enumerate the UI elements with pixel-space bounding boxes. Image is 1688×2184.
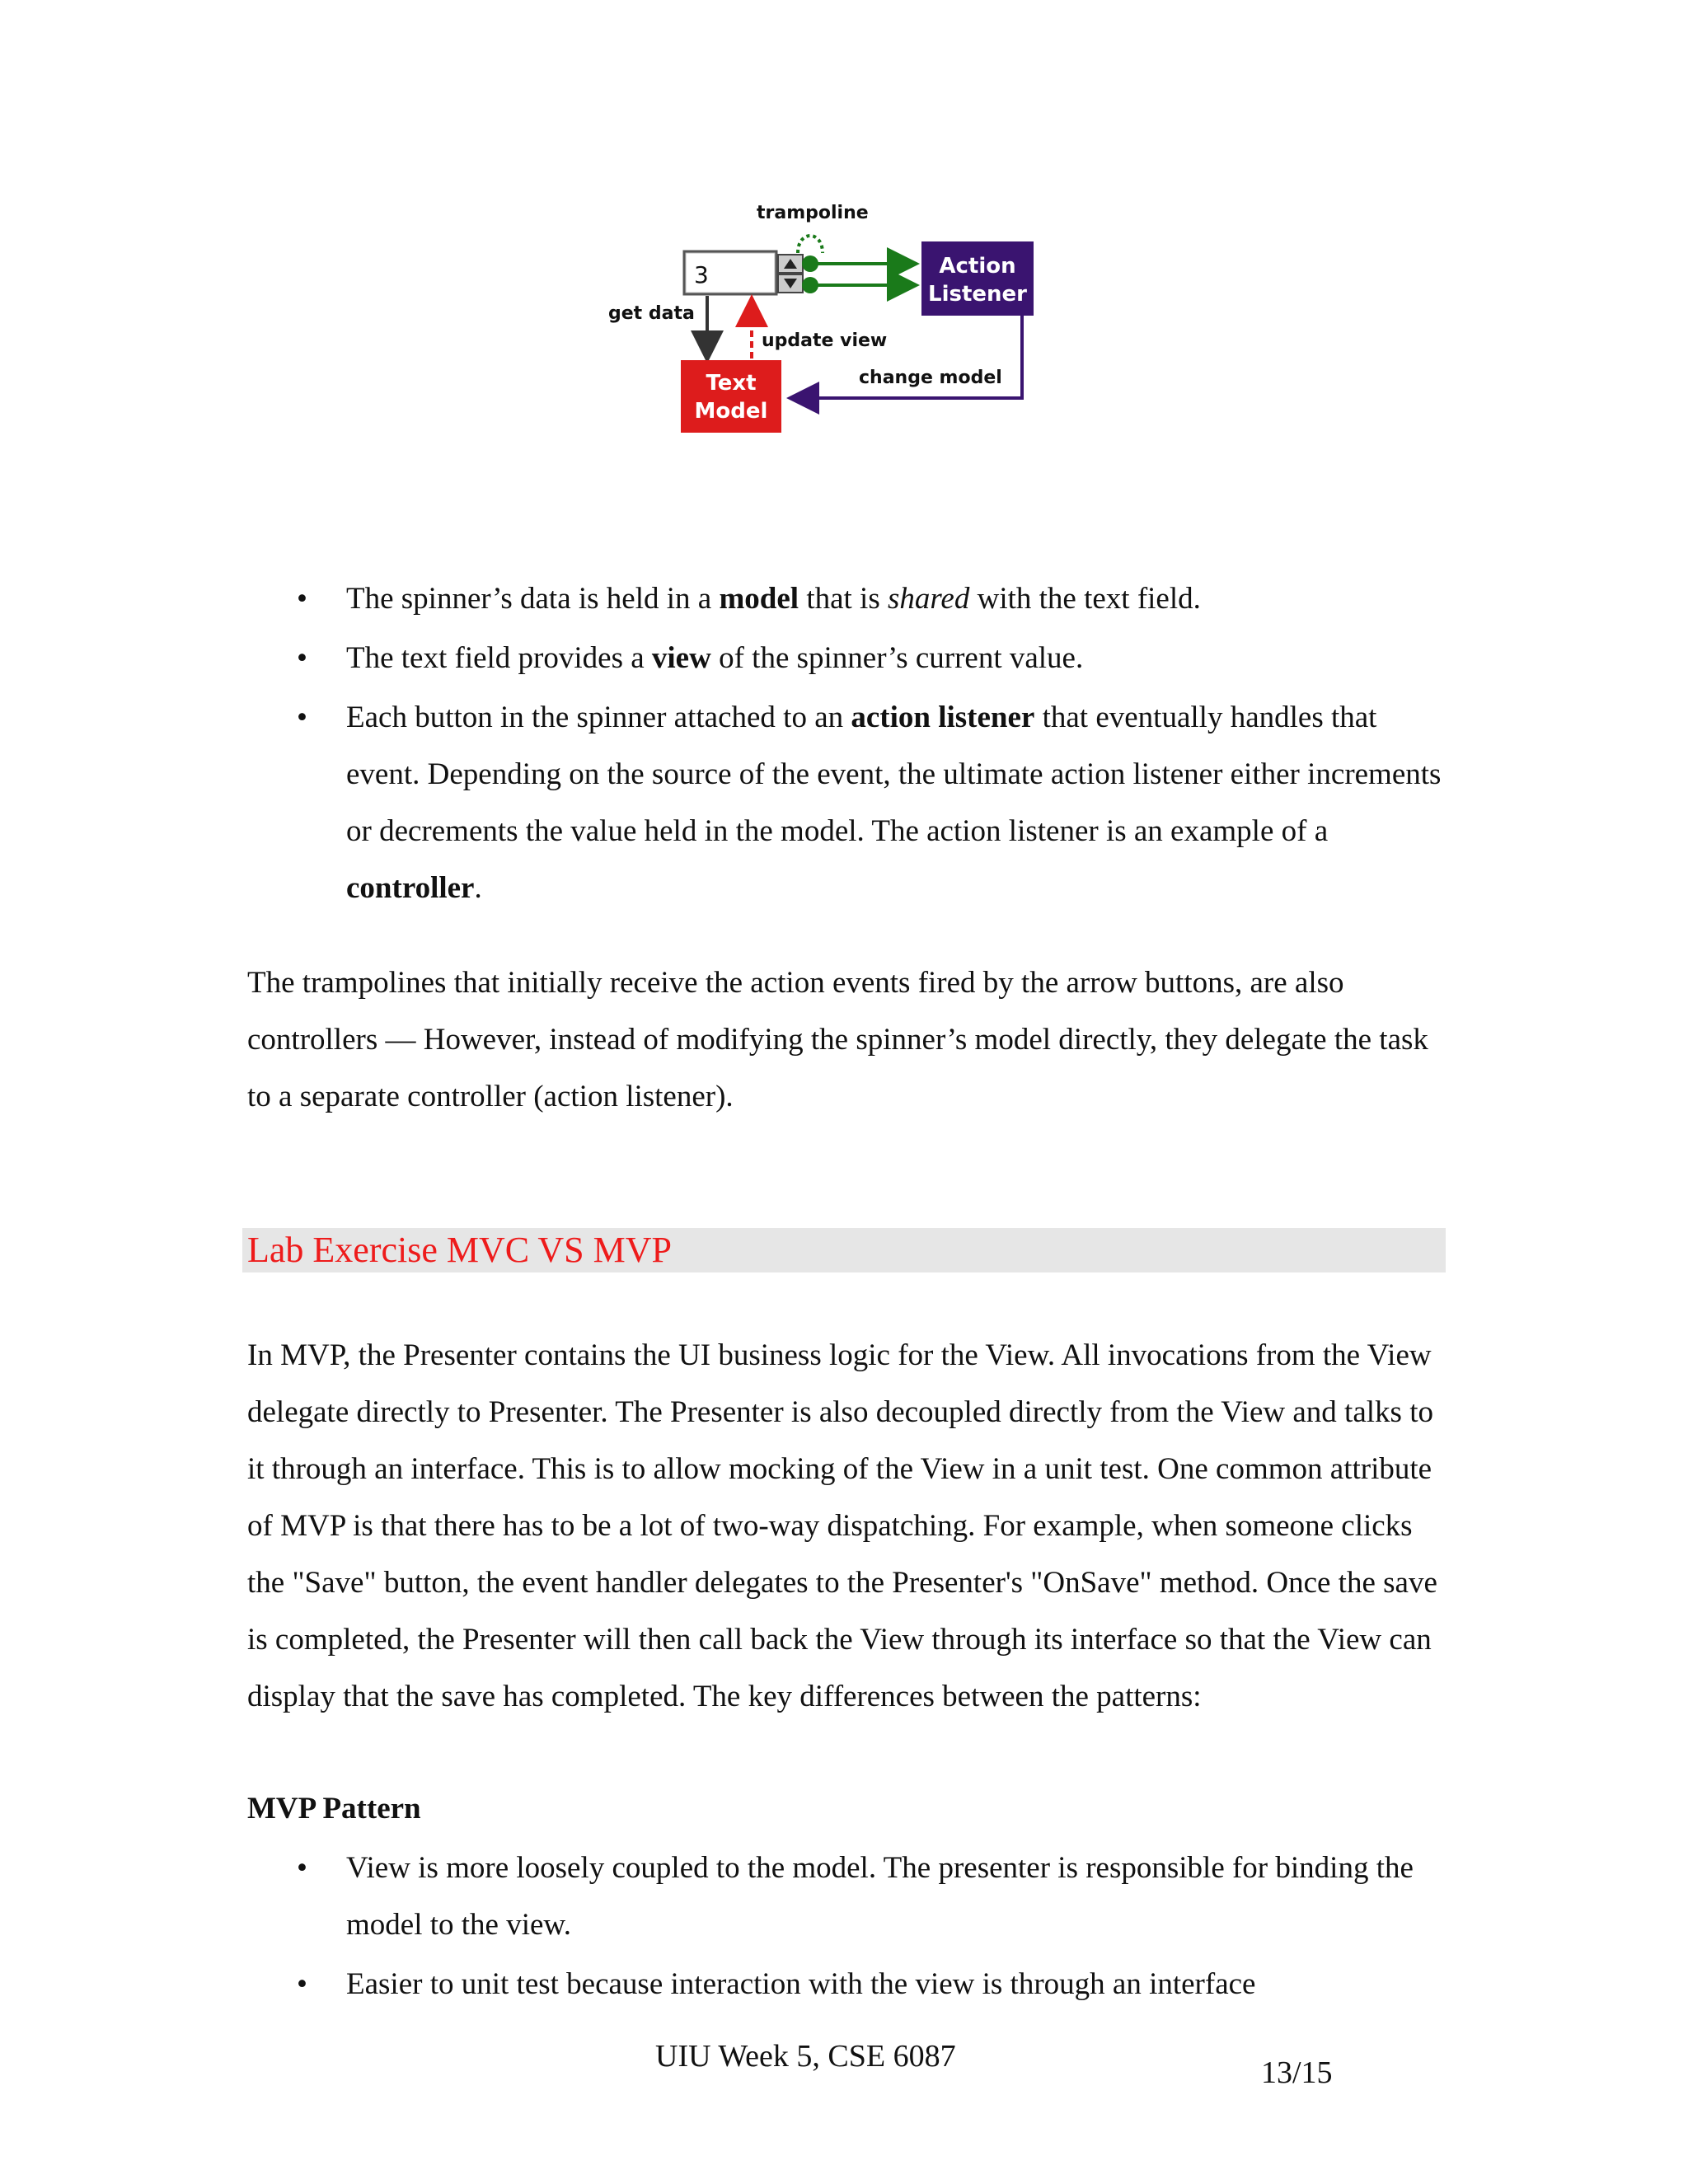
trampoline-dot-down [802, 277, 818, 293]
trampoline-paragraph: The trampolines that initially receive the action events fired by the arrow buttons, are also controllers — However, instead of modifying the spinner’s model directly, they delegate the task to a separate controller (action listener). [247, 966, 1428, 1113]
text-model-line1: Text [706, 371, 757, 396]
mvc-spinner-diagram [602, 194, 1088, 441]
page-number: 13/15 [1261, 2055, 1333, 2090]
list-item: • View is more loosely coupled to the model. The presenter is responsible for binding the model to the view. [247, 1840, 1451, 1953]
list-item: • The text field provides a view of the spinner’s current value. [247, 630, 1451, 687]
footer-course: UIU Week 5, CSE 6087 [655, 2039, 956, 2074]
mvp-pattern-title: MVP Pattern [247, 1792, 421, 1825]
list-item: • The spinner’s data is held in a model that is shared with the text field. [247, 570, 1451, 627]
action-listener-line1: Action [939, 254, 1016, 279]
trampoline-dot-up [802, 255, 818, 272]
bullet-dot: • [297, 582, 307, 616]
spinner-bullet-list [247, 570, 1451, 919]
bullet-dot: • [297, 1967, 307, 2001]
get-data-label: get data [608, 303, 695, 324]
bullet-dot: • [297, 701, 307, 734]
list-item: • Each button in the spinner attached to an action listener that eventually handles that event. Depending on the source of the event, the ultimate action listener either increments or decrements the value held in the model. The action listener is an example of a controller. [247, 689, 1451, 916]
spinner-value: 3 [694, 261, 709, 288]
action-listener-line2: Listener [928, 282, 1027, 307]
mvp-bullet-list [247, 1840, 1451, 2015]
bullet-dot: • [297, 641, 307, 675]
section-heading-text: Lab Exercise MVC VS MVP [247, 1230, 672, 1270]
trampoline-arc [798, 236, 823, 253]
trampoline-label: trampoline [757, 203, 869, 223]
mvp-paragraph: In MVP, the Presenter contains the UI business logic for the View. All invocations from the View delegate directly to Presenter. The Presenter is also decoupled directly from the View and talks to it through an interface. This is to allow mocking of the View in a unit test. One common attribute of MVP is that there has to be a lot of two-way dispatching. For example, when someone clicks the "Save" button, the event handler delegates to the Presenter's "OnSave" method. Once the save is completed, the Presenter will then call back the View through its interface so that the View can display that the save has completed. The key differences between the patterns: [247, 1338, 1437, 1713]
change-model-label: change model [859, 368, 1002, 388]
bullet-dot: • [297, 1851, 307, 1885]
update-view-label: update view [762, 330, 888, 351]
list-item: • Easier to unit test because interaction with the view is through an interface [247, 1956, 1451, 2013]
text-model-line2: Model [694, 399, 768, 424]
section-heading [242, 1228, 1446, 1272]
